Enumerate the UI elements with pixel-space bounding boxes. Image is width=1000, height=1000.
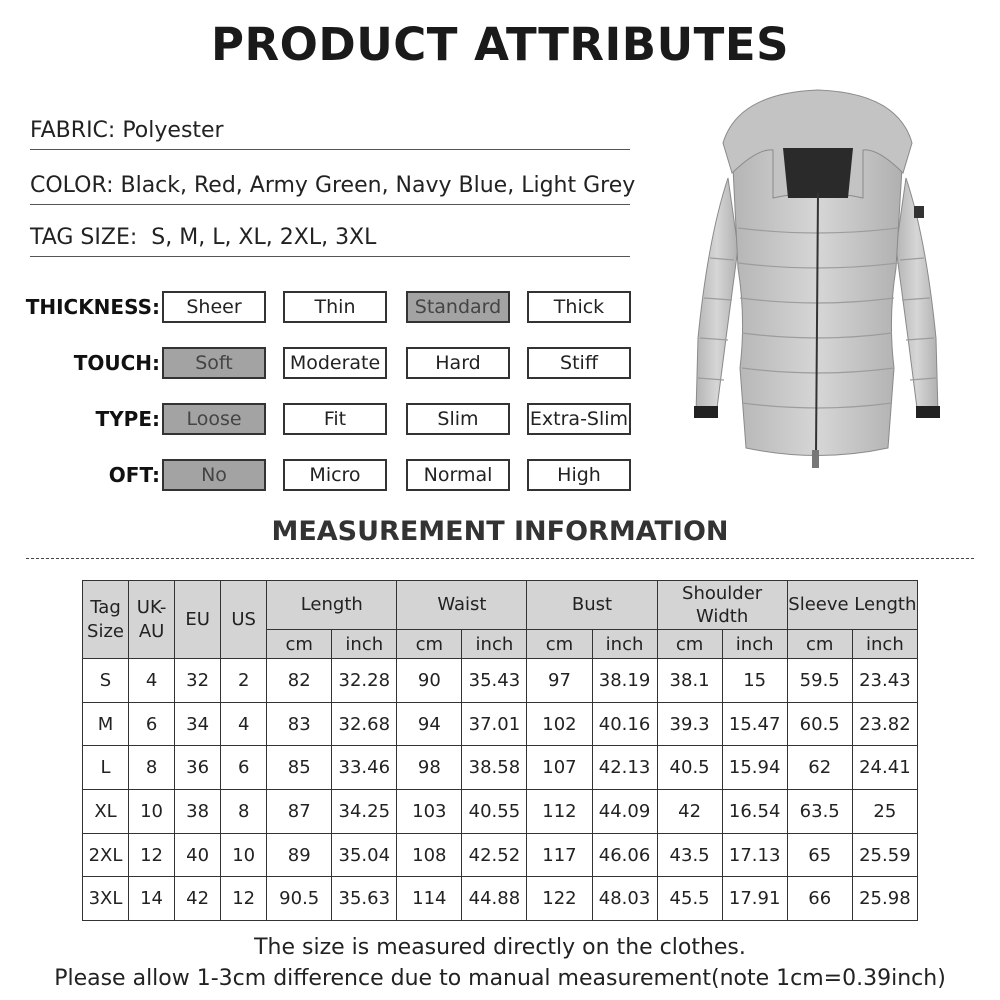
attribute-tag-size-label: TAG SIZE: bbox=[30, 225, 138, 250]
table-cell: 15.94 bbox=[722, 746, 787, 790]
table-cell: 40.16 bbox=[592, 702, 657, 746]
table-cell: 34.25 bbox=[332, 790, 397, 834]
table-cell: 6 bbox=[221, 746, 267, 790]
table-cell: 82 bbox=[267, 659, 332, 703]
table-cell: 97 bbox=[527, 659, 592, 703]
table-cell: 102 bbox=[527, 702, 592, 746]
table-cell: 2XL bbox=[83, 833, 129, 877]
rating-touch-option-selected: Soft bbox=[162, 347, 266, 379]
table-cell: 2 bbox=[221, 659, 267, 703]
table-cell: 38.19 bbox=[592, 659, 657, 703]
table-cell: 108 bbox=[397, 833, 462, 877]
table-cell: 59.5 bbox=[787, 659, 852, 703]
attribute-fabric-label: FABRIC: bbox=[30, 118, 116, 143]
table-cell: 15 bbox=[722, 659, 787, 703]
table-cell: 35.04 bbox=[332, 833, 397, 877]
table-cell: 65 bbox=[787, 833, 852, 877]
header-sleeve-length: Sleeve Length bbox=[787, 581, 917, 630]
jacket-product-image bbox=[688, 88, 948, 488]
measurement-title: MEASUREMENT INFORMATION bbox=[271, 516, 729, 547]
table-cell: 85 bbox=[267, 746, 332, 790]
table-cell: 42.13 bbox=[592, 746, 657, 790]
rating-oft-option: Normal bbox=[406, 459, 510, 491]
header-unit-cm: cm bbox=[787, 630, 852, 659]
table-cell: 46.06 bbox=[592, 833, 657, 877]
table-cell: 44.88 bbox=[462, 877, 527, 921]
header-unit-inch: inch bbox=[852, 630, 917, 659]
table-cell: 66 bbox=[787, 877, 852, 921]
table-cell: 23.43 bbox=[852, 659, 917, 703]
table-cell: 33.46 bbox=[332, 746, 397, 790]
table-cell: 112 bbox=[527, 790, 592, 834]
table-cell: S bbox=[83, 659, 129, 703]
table-cell: 14 bbox=[129, 877, 175, 921]
table-cell: 89 bbox=[267, 833, 332, 877]
table-cell: 40 bbox=[175, 833, 221, 877]
table-cell: 36 bbox=[175, 746, 221, 790]
table-cell: 15.47 bbox=[722, 702, 787, 746]
table-cell: 24.41 bbox=[852, 746, 917, 790]
header-uk-au: UK-AU bbox=[129, 581, 175, 659]
rating-thickness-option: Thin bbox=[283, 291, 387, 323]
rating-oft-option: Micro bbox=[283, 459, 387, 491]
table-cell: L bbox=[83, 746, 129, 790]
table-cell: 35.63 bbox=[332, 877, 397, 921]
header-unit-inch: inch bbox=[462, 630, 527, 659]
attribute-fabric-value: Polyester bbox=[122, 118, 224, 143]
rating-touch-option: Stiff bbox=[527, 347, 631, 379]
table-cell: 39.3 bbox=[657, 702, 722, 746]
table-cell: 48.03 bbox=[592, 877, 657, 921]
header-unit-cm: cm bbox=[527, 630, 592, 659]
header-unit-inch: inch bbox=[722, 630, 787, 659]
header-unit-cm: cm bbox=[657, 630, 722, 659]
table-cell: 114 bbox=[397, 877, 462, 921]
table-cell: XL bbox=[83, 790, 129, 834]
table-row bbox=[83, 790, 918, 834]
table-cell: 83 bbox=[267, 702, 332, 746]
rating-type-option: Slim bbox=[406, 403, 510, 435]
header-tag-size: Tag Size bbox=[83, 581, 129, 659]
rating-thickness-label: THICKNESS: bbox=[25, 295, 160, 319]
header-unit-cm: cm bbox=[267, 630, 332, 659]
table-cell: 42 bbox=[657, 790, 722, 834]
table-cell: 37.01 bbox=[462, 702, 527, 746]
table-cell: 40.55 bbox=[462, 790, 527, 834]
rating-thickness-option: Thick bbox=[527, 291, 631, 323]
table-row bbox=[83, 702, 918, 746]
rating-type-option-selected: Loose bbox=[162, 403, 266, 435]
note-difference: Please allow 1-3cm difference due to manual measurement(note 1cm=0.39inch) bbox=[54, 966, 946, 991]
attribute-tag-size-value: S, M, L, XL, 2XL, 3XL bbox=[144, 225, 377, 250]
table-cell: 17.13 bbox=[722, 833, 787, 877]
table-cell: 3XL bbox=[83, 877, 129, 921]
table-cell: 90 bbox=[397, 659, 462, 703]
table-cell: 43.5 bbox=[657, 833, 722, 877]
table-row bbox=[83, 659, 918, 703]
table-cell: 8 bbox=[129, 746, 175, 790]
table-cell: 60.5 bbox=[787, 702, 852, 746]
table-cell: 62 bbox=[787, 746, 852, 790]
table-cell: 90.5 bbox=[267, 877, 332, 921]
table-cell: 94 bbox=[397, 702, 462, 746]
rating-oft-option-selected: No bbox=[162, 459, 266, 491]
table-cell: 117 bbox=[527, 833, 592, 877]
table-cell: M bbox=[83, 702, 129, 746]
header-unit-inch: inch bbox=[332, 630, 397, 659]
header-length: Length bbox=[267, 581, 397, 630]
table-cell: 32.68 bbox=[332, 702, 397, 746]
header-shoulder-width: Shoulder Width bbox=[657, 581, 787, 630]
attribute-tag-size bbox=[30, 225, 630, 257]
attribute-color bbox=[30, 173, 636, 205]
table-cell: 34 bbox=[175, 702, 221, 746]
table-cell: 12 bbox=[129, 833, 175, 877]
table-cell: 45.5 bbox=[657, 877, 722, 921]
table-cell: 10 bbox=[221, 833, 267, 877]
attribute-color-value: Black, Red, Army Green, Navy Blue, Light Grey bbox=[120, 173, 636, 198]
page-title: PRODUCT ATTRIBUTES bbox=[210, 18, 789, 71]
rating-thickness-option: Sheer bbox=[162, 291, 266, 323]
table-cell: 40.5 bbox=[657, 746, 722, 790]
table-cell: 38.1 bbox=[657, 659, 722, 703]
table-cell: 25 bbox=[852, 790, 917, 834]
table-cell: 122 bbox=[527, 877, 592, 921]
rating-oft-option: High bbox=[527, 459, 631, 491]
header-bust: Bust bbox=[527, 581, 657, 630]
size-table-body bbox=[83, 659, 918, 921]
table-cell: 23.82 bbox=[852, 702, 917, 746]
table-cell: 10 bbox=[129, 790, 175, 834]
table-cell: 98 bbox=[397, 746, 462, 790]
table-cell: 38 bbox=[175, 790, 221, 834]
note-measured: The size is measured directly on the clothes. bbox=[254, 935, 746, 960]
header-us: US bbox=[221, 581, 267, 659]
header-unit-cm: cm bbox=[397, 630, 462, 659]
rating-type-option: Extra-Slim bbox=[527, 403, 631, 435]
table-cell: 17.91 bbox=[722, 877, 787, 921]
rating-touch-option: Hard bbox=[406, 347, 510, 379]
table-row bbox=[83, 746, 918, 790]
rating-type-label: TYPE: bbox=[95, 407, 160, 431]
table-cell: 42.52 bbox=[462, 833, 527, 877]
table-cell: 107 bbox=[527, 746, 592, 790]
table-cell: 32 bbox=[175, 659, 221, 703]
table-cell: 25.98 bbox=[852, 877, 917, 921]
size-table bbox=[82, 580, 918, 921]
table-cell: 4 bbox=[221, 702, 267, 746]
table-cell: 35.43 bbox=[462, 659, 527, 703]
dashed-divider bbox=[26, 558, 974, 559]
rating-touch-option: Moderate bbox=[283, 347, 387, 379]
table-cell: 63.5 bbox=[787, 790, 852, 834]
table-cell: 38.58 bbox=[462, 746, 527, 790]
table-row bbox=[83, 833, 918, 877]
table-row bbox=[83, 877, 918, 921]
header-unit-inch: inch bbox=[592, 630, 657, 659]
table-cell: 8 bbox=[221, 790, 267, 834]
header-eu: EU bbox=[175, 581, 221, 659]
table-cell: 87 bbox=[267, 790, 332, 834]
attribute-fabric bbox=[30, 118, 630, 150]
table-cell: 44.09 bbox=[592, 790, 657, 834]
header-waist: Waist bbox=[397, 581, 527, 630]
rating-touch-label: TOUCH: bbox=[73, 351, 160, 375]
table-cell: 42 bbox=[175, 877, 221, 921]
rating-oft-label: OFT: bbox=[108, 463, 160, 487]
rating-thickness-option-selected: Standard bbox=[406, 291, 510, 323]
table-cell: 12 bbox=[221, 877, 267, 921]
rating-type-option: Fit bbox=[283, 403, 387, 435]
table-cell: 4 bbox=[129, 659, 175, 703]
attribute-color-label: COLOR: bbox=[30, 173, 114, 198]
table-cell: 25.59 bbox=[852, 833, 917, 877]
table-cell: 16.54 bbox=[722, 790, 787, 834]
table-cell: 103 bbox=[397, 790, 462, 834]
table-cell: 6 bbox=[129, 702, 175, 746]
table-cell: 32.28 bbox=[332, 659, 397, 703]
